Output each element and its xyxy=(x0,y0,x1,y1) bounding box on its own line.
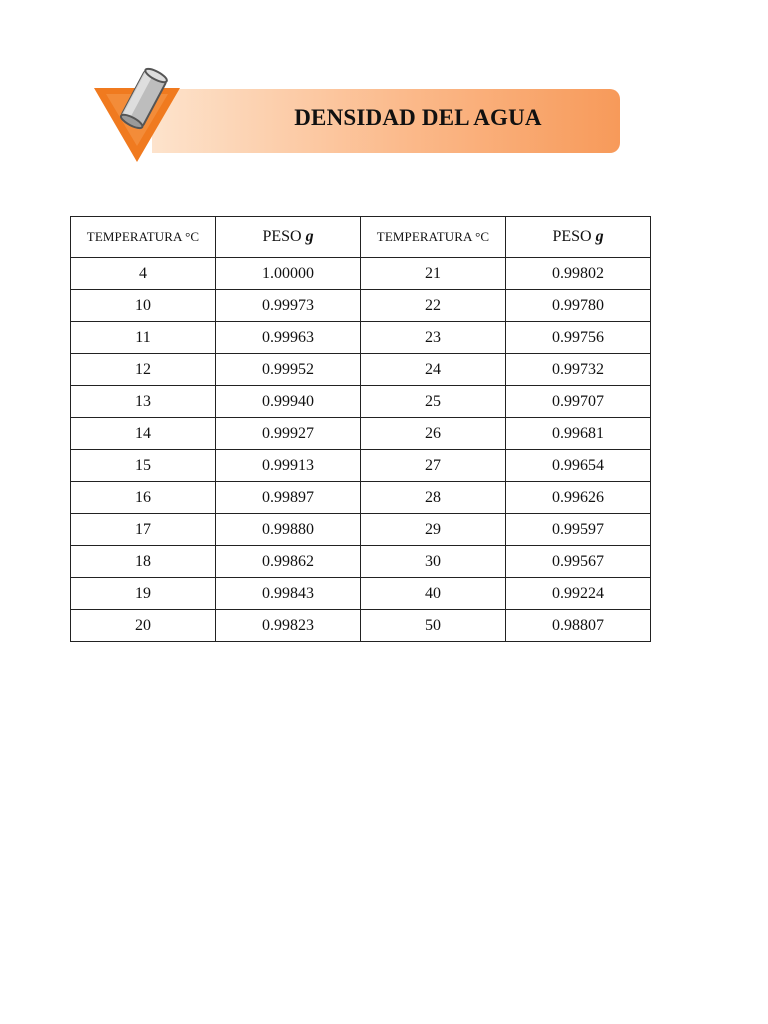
cell-weight: 0.99880 xyxy=(216,514,361,546)
cell-weight: 0.99756 xyxy=(506,322,651,354)
cell-temperature: 13 xyxy=(71,386,216,418)
cell-weight: 0.99952 xyxy=(216,354,361,386)
table-body xyxy=(71,258,651,642)
column-header-weight-2 xyxy=(506,217,651,258)
cell-weight: 0.99780 xyxy=(506,290,651,322)
table-row xyxy=(71,610,651,642)
cell-weight: 0.99973 xyxy=(216,290,361,322)
cell-temperature: 4 xyxy=(71,258,216,290)
cell-weight: 0.99862 xyxy=(216,546,361,578)
cell-weight: 0.98807 xyxy=(506,610,651,642)
cell-temperature: 30 xyxy=(361,546,506,578)
cell-temperature: 22 xyxy=(361,290,506,322)
column-header-label: PESO xyxy=(262,228,302,245)
cell-weight: 0.99654 xyxy=(506,450,651,482)
cell-temperature: 27 xyxy=(361,450,506,482)
column-header-unit: g xyxy=(305,228,314,245)
table-row xyxy=(71,322,651,354)
table-row xyxy=(71,482,651,514)
table-row xyxy=(71,418,651,450)
table-row xyxy=(71,258,651,290)
cell-temperature: 24 xyxy=(361,354,506,386)
column-header-label: TEMPERATURA °C xyxy=(86,229,200,244)
cell-weight: 0.99927 xyxy=(216,418,361,450)
cell-temperature: 12 xyxy=(71,354,216,386)
orange-triangle-tube-logo-icon xyxy=(92,66,182,164)
cell-temperature: 19 xyxy=(71,578,216,610)
table-row xyxy=(71,578,651,610)
cell-weight: 0.99823 xyxy=(216,610,361,642)
cell-weight: 0.99597 xyxy=(506,514,651,546)
cell-weight: 0.99567 xyxy=(506,546,651,578)
table-row xyxy=(71,450,651,482)
cell-weight: 0.99224 xyxy=(506,578,651,610)
cell-weight: 0.99940 xyxy=(216,386,361,418)
water-density-table xyxy=(70,216,651,642)
cell-temperature: 29 xyxy=(361,514,506,546)
cell-weight: 0.99897 xyxy=(216,482,361,514)
cell-weight: 0.99681 xyxy=(506,418,651,450)
cell-temperature: 14 xyxy=(71,418,216,450)
cell-temperature: 15 xyxy=(71,450,216,482)
table-row xyxy=(71,290,651,322)
column-header-weight-1 xyxy=(216,217,361,258)
cell-temperature: 17 xyxy=(71,514,216,546)
cell-weight: 0.99913 xyxy=(216,450,361,482)
cell-temperature: 28 xyxy=(361,482,506,514)
table-row xyxy=(71,546,651,578)
cell-weight: 0.99732 xyxy=(506,354,651,386)
cell-temperature: 25 xyxy=(361,386,506,418)
cell-temperature: 11 xyxy=(71,322,216,354)
cell-temperature: 40 xyxy=(361,578,506,610)
cell-temperature: 20 xyxy=(71,610,216,642)
column-header-temperature-2 xyxy=(361,217,506,258)
table-row xyxy=(71,386,651,418)
table-header-row xyxy=(71,217,651,258)
column-header-label: PESO xyxy=(552,228,592,245)
cell-temperature: 18 xyxy=(71,546,216,578)
table-row xyxy=(71,354,651,386)
cell-weight: 0.99626 xyxy=(506,482,651,514)
cell-weight: 0.99963 xyxy=(216,322,361,354)
cell-weight: 0.99843 xyxy=(216,578,361,610)
column-header-unit: g xyxy=(595,228,604,245)
cell-temperature: 10 xyxy=(71,290,216,322)
title-banner xyxy=(152,89,620,153)
cell-temperature: 21 xyxy=(361,258,506,290)
table-row xyxy=(71,514,651,546)
column-header-temperature-1 xyxy=(71,217,216,258)
cell-temperature: 50 xyxy=(361,610,506,642)
cell-temperature: 26 xyxy=(361,418,506,450)
cell-weight: 0.99707 xyxy=(506,386,651,418)
cell-temperature: 16 xyxy=(71,482,216,514)
column-header-label: TEMPERATURA °C xyxy=(376,229,490,244)
cell-weight: 0.99802 xyxy=(506,258,651,290)
cell-temperature: 23 xyxy=(361,322,506,354)
page-title: DENSIDAD DEL AGUA xyxy=(294,105,542,130)
cell-weight: 1.00000 xyxy=(216,258,361,290)
